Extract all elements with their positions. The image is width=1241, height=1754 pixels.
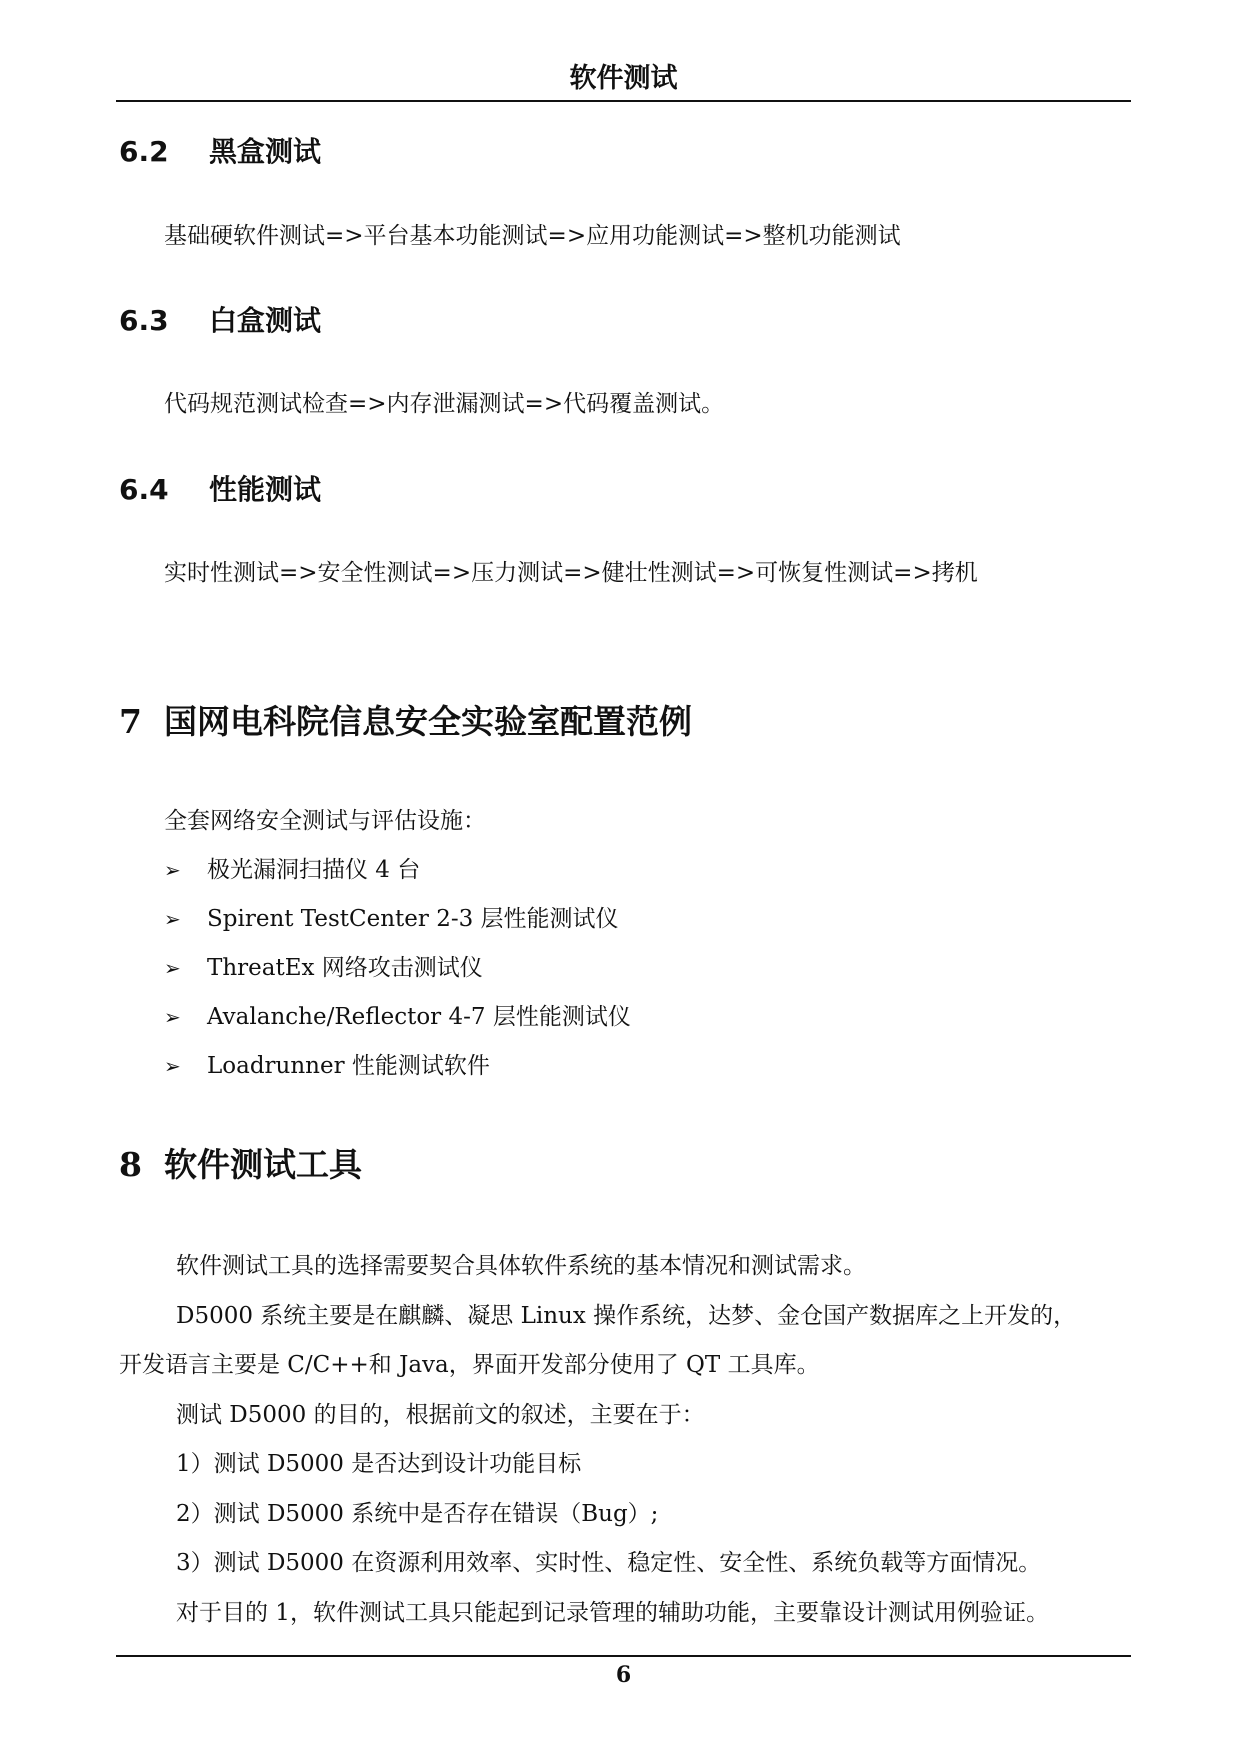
section-body-6-2: 基础硬软件测试=>平台基本功能测试=>应用功能测试=>整机功能测试 (164, 223, 901, 249)
list-item (164, 1002, 631, 1051)
page-number: 6 (615, 1662, 632, 1688)
list-item-text: Loadrunner 性能测试软件 (207, 1053, 490, 1079)
page-footer (116, 1655, 1131, 1693)
section-body-6-3: 代码规范测试检查=>内存泄漏测试=>代码覆盖测试。 (164, 391, 725, 417)
chapter-title: 国网电科院信息安全实验室配置范例 (164, 702, 692, 741)
section-heading-6-2 (119, 134, 321, 170)
page-header (116, 58, 1131, 102)
list-item (164, 855, 631, 904)
arrow-bullet-icon: ➢ (164, 1054, 181, 1078)
section-title: 白盒测试 (209, 304, 322, 337)
chapter8-paragraph: 对于目的 1，软件测试工具只能起到记录管理的辅助功能，主要靠设计测试用例验证。 (176, 1600, 1049, 1626)
section-number: 6.2 (119, 135, 169, 168)
list-item-text: ThreatEx 网络攻击测试仪 (207, 955, 483, 981)
chapter-number: 8 (119, 1145, 142, 1184)
arrow-bullet-icon: ➢ (164, 907, 181, 931)
chapter-number: 7 (119, 702, 142, 741)
section-number: 6.3 (119, 304, 169, 337)
list-item (164, 904, 631, 953)
equipment-list (164, 855, 631, 1100)
list-item (164, 953, 631, 1002)
chapter8-paragraph: 1）测试 D5000 是否达到设计功能目标 (176, 1451, 582, 1477)
chapter-heading-8 (119, 1145, 362, 1185)
chapter7-intro: 全套网络安全测试与评估设施： (164, 808, 486, 834)
header-title: 软件测试 (569, 63, 678, 94)
section-title: 性能测试 (209, 473, 322, 506)
chapter8-paragraph: 软件测试工具的选择需要契合具体软件系统的基本情况和测试需求。 (176, 1253, 866, 1279)
chapter8-paragraph: 开发语言主要是 C/C++和 Java，界面开发部分使用了 QT 工具库。 (119, 1352, 820, 1378)
chapter-title: 软件测试工具 (164, 1145, 362, 1184)
list-item-text: Spirent TestCenter 2-3 层性能测试仪 (207, 906, 619, 932)
section-heading-6-4 (119, 472, 321, 508)
chapter8-paragraph: 2）测试 D5000 系统中是否存在错误（Bug）; (176, 1501, 659, 1527)
chapter-heading-7 (119, 702, 692, 742)
section-title: 黑盒测试 (209, 135, 322, 168)
chapter8-paragraph: 测试 D5000 的目的，根据前文的叙述，主要在于： (176, 1402, 705, 1428)
section-number: 6.4 (119, 473, 169, 506)
section-heading-6-3 (119, 303, 321, 339)
arrow-bullet-icon: ➢ (164, 956, 181, 980)
chapter8-paragraph: 3）测试 D5000 在资源利用效率、实时性、稳定性、安全性、系统负载等方面情况。 (176, 1550, 1042, 1576)
list-item (164, 1051, 631, 1100)
arrow-bullet-icon: ➢ (164, 1005, 181, 1029)
arrow-bullet-icon: ➢ (164, 858, 181, 882)
list-item-text: 极光漏洞扫描仪 4 台 (207, 857, 421, 883)
list-item-text: Avalanche/Reflector 4-7 层性能测试仪 (207, 1004, 631, 1030)
section-body-6-4: 实时性测试=>安全性测试=>压力测试=>健壮性测试=>可恢复性测试=>拷机 (164, 560, 978, 586)
chapter8-paragraph: D5000 系统主要是在麒麟、凝思 Linux 操作系统，达梦、金仓国产数据库之上开发的， (176, 1303, 1077, 1329)
